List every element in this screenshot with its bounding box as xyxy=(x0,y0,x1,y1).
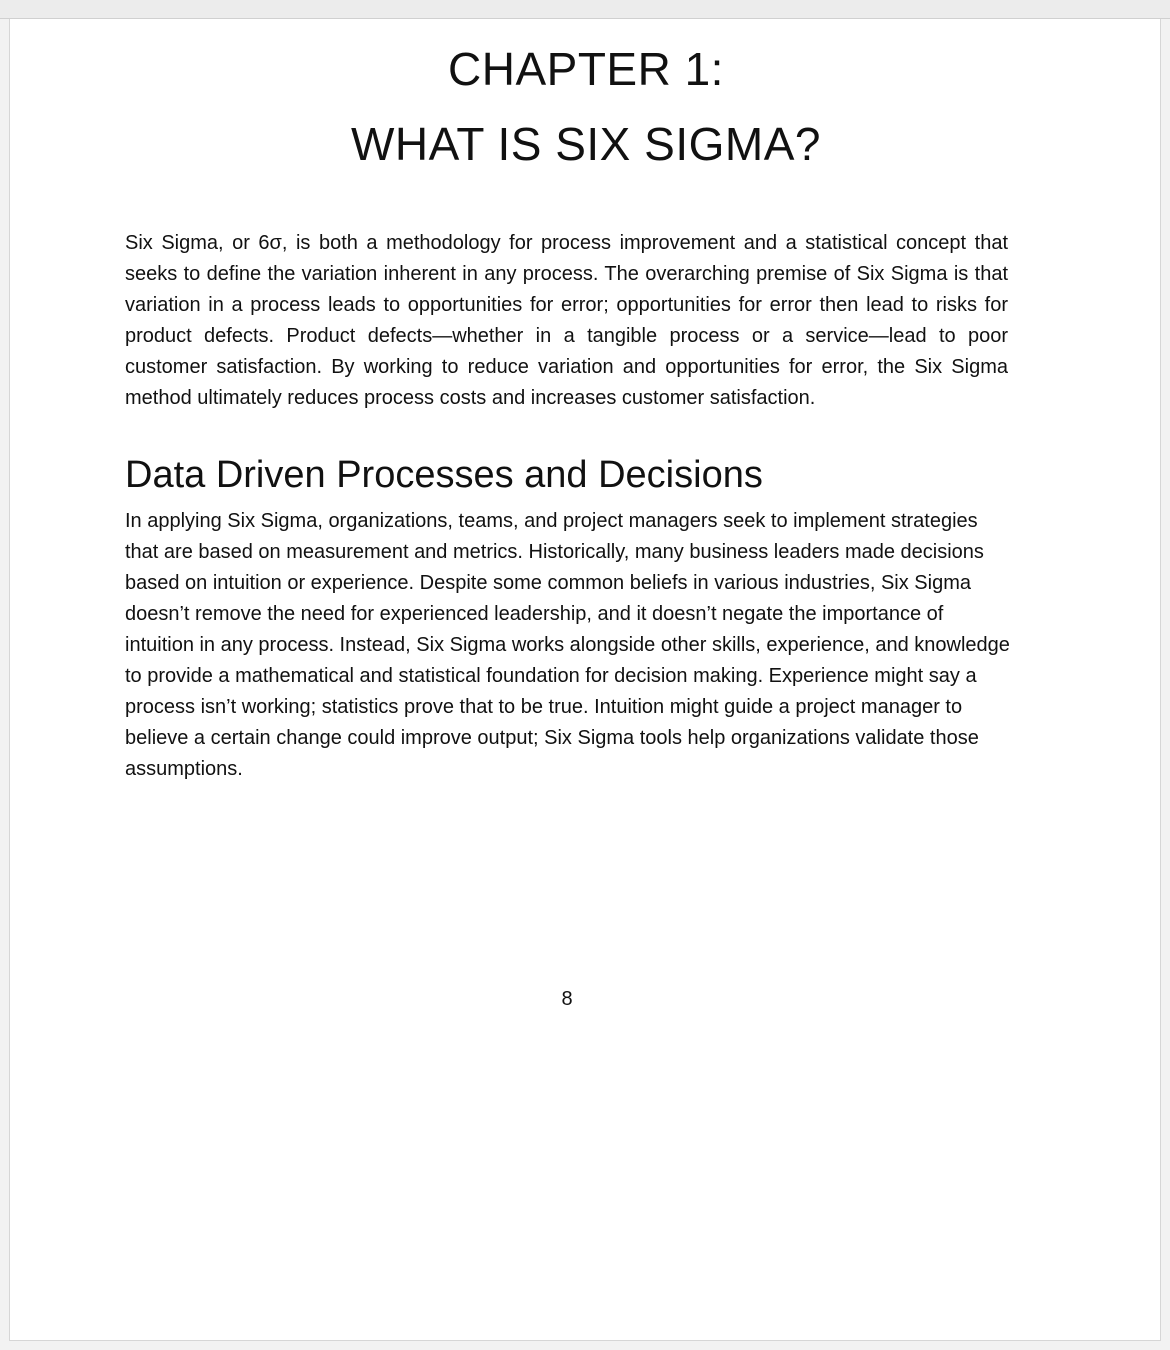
page-number: 8 xyxy=(561,988,573,1010)
section-paragraph: In applying Six Sigma, organizations, teams, and project managers seek to implement strategies that are based on measurement and metrics. Historically, many business leaders made decisions based on intuition or experience. Despite some common beliefs in various industries, Six Sigma doesn’t remove the need for experienced leadership, and it doesn’t negate the importance of intuition in any process. Instead, Six Sigma works alongside other skills, experience, and knowledge to provide a mathematical and statistical foundation for decision making. Experience might say a process isn’t working; statistics prove that to be true. Intuition might guide a project manager to believe a certain change could improve output; Six Sigma tools help organizations validate those assumptions. xyxy=(125,510,1010,780)
document-page xyxy=(9,19,1161,1341)
intro-paragraph: Six Sigma, or 6σ, is both a methodology for process improvement and a statistical concept that seeks to define the variation inherent in any process. The overarching premise of Six Sigma is that variation in a process leads to opportunities for error; opportunities for error then lead to risks for product defects. Product defects—whether in a tangible process or a service—lead to poor customer satisfaction. By working to reduce variation and opportunities for error, the Six Sigma method ultimately reduces process costs and increases customer satisfaction. xyxy=(125,232,1008,409)
viewer-top-bar xyxy=(0,0,1170,19)
chapter-number-heading: CHAPTER 1: xyxy=(448,43,724,95)
section-heading: Data Driven Processes and Decisions xyxy=(125,454,763,496)
chapter-title-heading: WHAT IS SIX SIGMA? xyxy=(351,118,821,170)
